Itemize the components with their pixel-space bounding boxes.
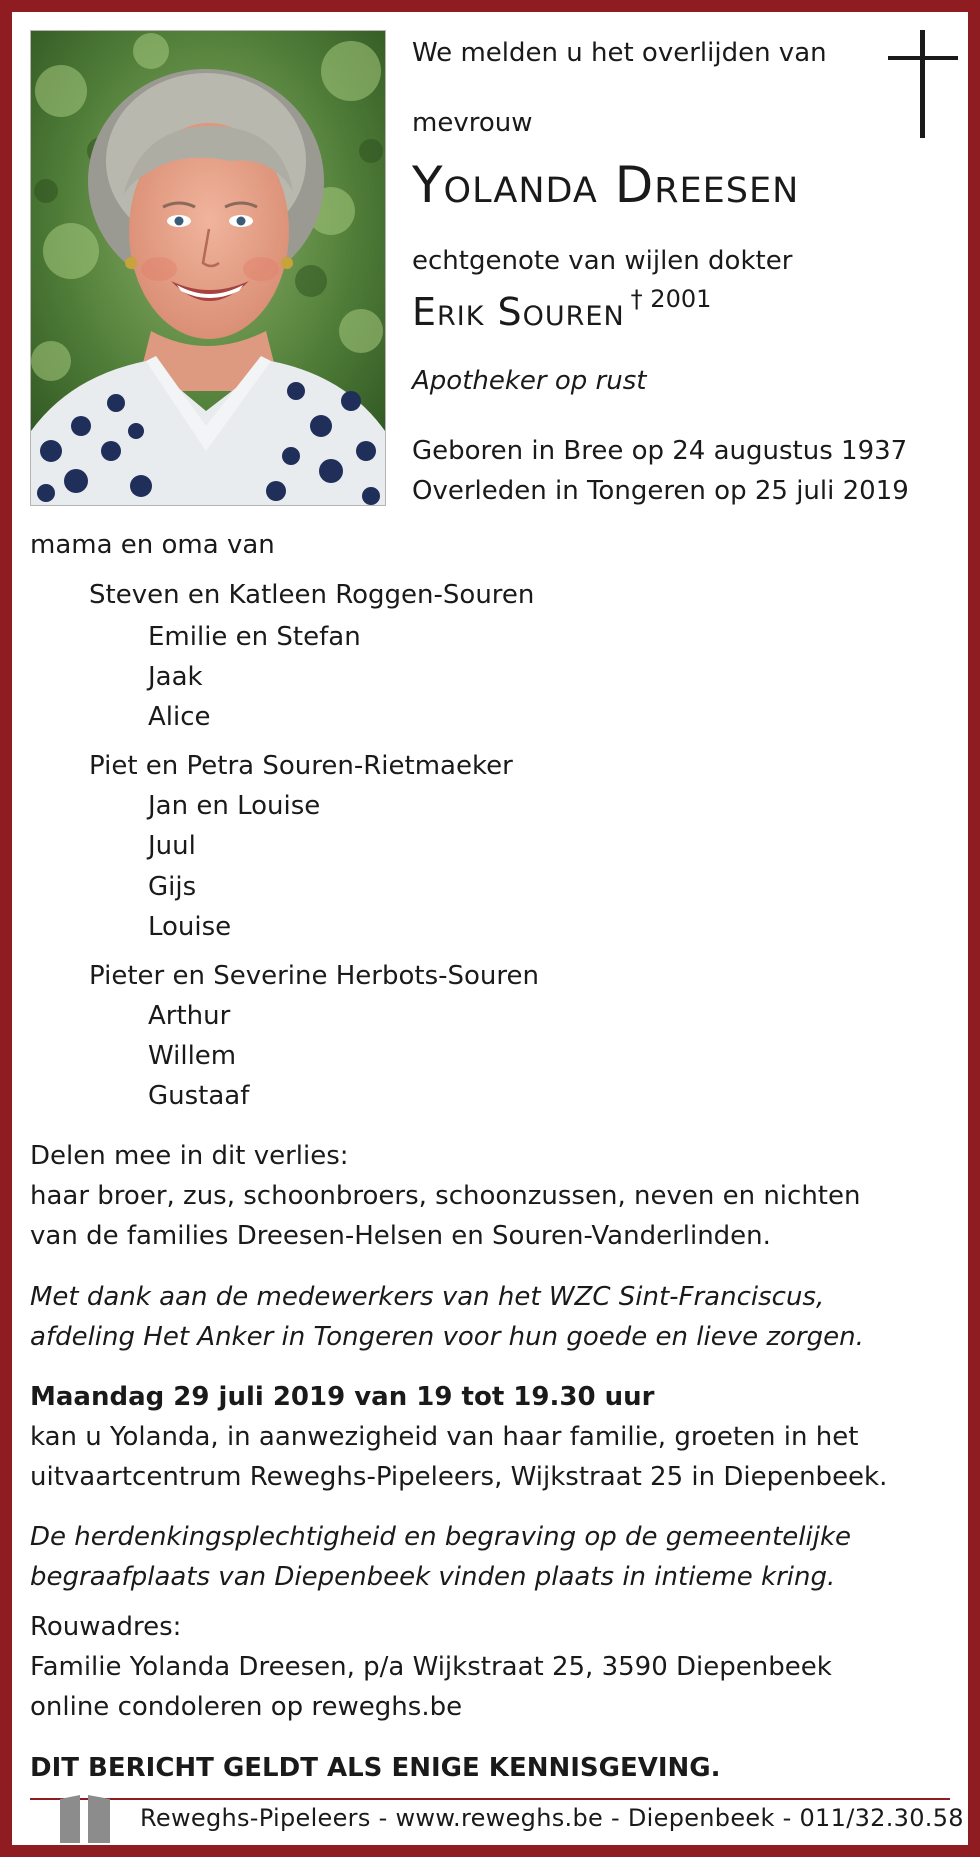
visitation-when: Maandag 29 juli 2019 van 19 tot 19.30 uur <box>30 1382 655 1412</box>
spouse-death-mark: † 2001 <box>630 285 712 313</box>
profession: Apotheker op rust <box>412 366 647 396</box>
visitation-line: kan u Yolanda, in aanwezigheid van haar familie, groeten in het <box>30 1422 859 1452</box>
family-parents: Piet en Petra Souren-Rietmaeker <box>89 751 513 781</box>
spouse-intro: echtgenote van wijlen dokter <box>412 246 793 276</box>
family-parents: Steven en Katleen Roggen-Souren <box>89 580 535 610</box>
thanks-line: afdeling Het Anker in Tongeren voor hun goede en lieve zorgen. <box>30 1322 864 1352</box>
birth-line: Geboren in Bree op 24 augustus 1937 <box>412 436 908 466</box>
intro-line: We melden u het overlijden van <box>412 38 827 68</box>
family-intro: mama en oma van <box>30 530 275 560</box>
family-child: Louise <box>148 912 232 942</box>
sharing-intro: Delen mee in dit verlies: <box>30 1141 349 1171</box>
address-label: Rouwadres: <box>30 1612 182 1642</box>
family-child: Gijs <box>148 872 197 902</box>
notice: DIT BERICHT GELDT ALS ENIGE KENNISGEVING. <box>30 1753 721 1783</box>
footer-contact: Reweghs-Pipeleers - www.reweghs.be - Diepenbeek - 011/32.30.58 <box>140 1804 964 1832</box>
death-line: Overleden in Tongeren op 25 juli 2019 <box>412 476 909 506</box>
visitation-line: uitvaartcentrum Reweghs-Pipeleers, Wijkstraat 25 in Diepenbeek. <box>30 1462 888 1492</box>
family-child: Alice <box>148 702 211 732</box>
family-child: Emilie en Stefan <box>148 622 361 652</box>
family-child: Arthur <box>148 1001 231 1031</box>
ceremony-line: begraafplaats van Diepenbeek vinden plaats in intieme kring. <box>30 1562 836 1592</box>
sharing-families: van de families Dreesen-Helsen en Souren-Vanderlinden. <box>30 1221 771 1251</box>
spouse-name: Erik Souren <box>412 290 625 334</box>
family-child: Gustaaf <box>148 1081 250 1111</box>
thanks-line: Met dank aan de medewerkers van het WZC Sint-Franciscus, <box>30 1282 825 1312</box>
family-child: Jan en Louise <box>148 791 321 821</box>
family-child: Jaak <box>148 662 203 692</box>
family-parents: Pieter en Severine Herbots-Souren <box>89 961 539 991</box>
footer-divider <box>30 1798 950 1800</box>
family-child: Willem <box>148 1041 237 1071</box>
address-line: Familie Yolanda Dreesen, p/a Wijkstraat 25, 3590 Diepenbeek <box>30 1652 832 1682</box>
spouse-line <box>412 284 711 334</box>
portrait-photo <box>30 30 386 506</box>
deceased-name: Yolanda Dreesen <box>412 156 800 214</box>
cross-icon <box>888 30 958 138</box>
condolence-line: online condoleren op reweghs.be <box>30 1692 463 1722</box>
title-prefix: mevrouw <box>412 108 533 138</box>
family-child: Juul <box>148 831 196 861</box>
funeral-home-logo-icon <box>58 1793 114 1843</box>
sharing-relatives: haar broer, zus, schoonbroers, schoonzussen, neven en nichten <box>30 1181 861 1211</box>
ceremony-line: De herdenkingsplechtigheid en begraving op de gemeentelijke <box>30 1522 851 1552</box>
